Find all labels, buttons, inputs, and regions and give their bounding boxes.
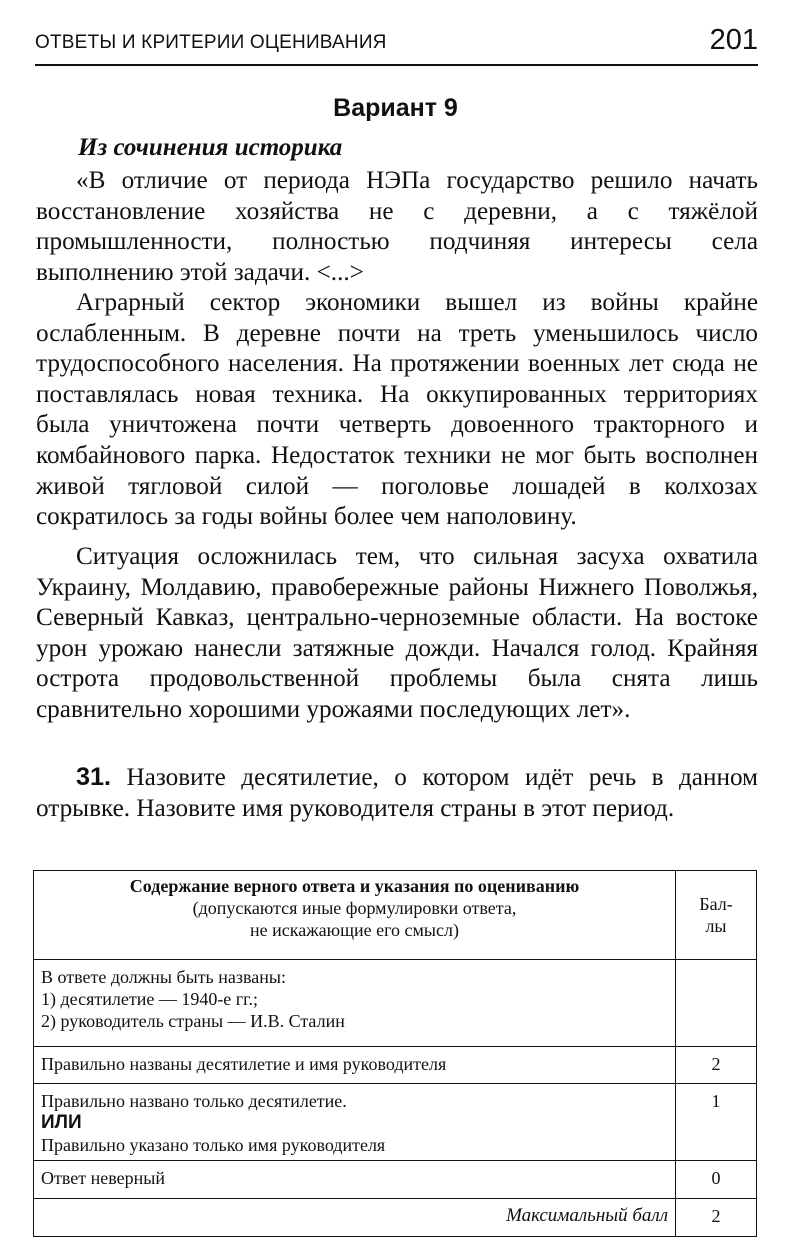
answer-content	[34, 960, 676, 1047]
passage-paragraph-3	[36, 542, 758, 726]
table-row	[34, 960, 757, 1047]
passage-text: Ситуация осложнилась тем, что сильная засуха охватила Украину, Молдавию, правобережные районы Нижнего Поволжья, Северный Кавказ, центрально-черноземные области. На востоке урон урожаю нанесли затяжные дожди. Начался голод. Крайняя острота продовольственной проблемы была снята лишь сравнительно хорошими урожаями последующих лет».	[36, 543, 758, 723]
content-header-note-2: не искажающие его смысл)	[250, 920, 459, 940]
criterion-partial-2: Правильно указано только имя руководителя	[41, 1135, 386, 1155]
table-row	[34, 1161, 757, 1199]
answer-intro: В ответе должны быть названы:	[41, 967, 286, 987]
points-header-line-1: Бал-	[699, 894, 733, 914]
points-header-line-2: лы	[705, 916, 727, 936]
answer-item-2: 2) руководитель страны — И.В. Сталин	[41, 1011, 345, 1031]
criteria-table	[33, 870, 757, 1237]
criterion-partial	[34, 1084, 676, 1161]
page-number: 201	[709, 24, 758, 56]
running-head	[35, 22, 758, 66]
section-title: ОТВЕТЫ И КРИТЕРИИ ОЦЕНИВАНИЯ	[35, 32, 387, 53]
criterion-wrong: Ответ неверный	[34, 1161, 676, 1199]
table-header-row	[34, 871, 757, 960]
content-header-title: Содержание верного ответа и указания по оцениванию	[129, 876, 580, 896]
table-row	[34, 1199, 757, 1237]
criterion-full: Правильно названы десятилетие и имя руководителя	[34, 1047, 676, 1084]
question-text: Назовите десятилетие, о котором идёт речь в данном отрывке. Назовите имя руководителя страны в этот период.	[36, 764, 758, 822]
max-score-value: 2	[676, 1199, 757, 1237]
points-value: 0	[676, 1161, 757, 1199]
max-score-label: Максимальный балл	[34, 1199, 676, 1237]
table-row	[34, 1084, 757, 1161]
passage-paragraph-1	[36, 166, 758, 288]
empty-points-cell	[676, 960, 757, 1047]
passage-text: «В отличие от периода НЭПа государство решило начать восстановление хозяйства не с деревни, а с тяжёлой промышленности, полностью подчиняя интересы села выполнению этой задачи. <...>	[36, 167, 758, 286]
passage-paragraph-2	[36, 288, 758, 533]
points-value: 2	[676, 1047, 757, 1084]
points-header	[676, 871, 757, 960]
table-row	[34, 1047, 757, 1084]
variant-title: Вариант 9	[333, 94, 458, 122]
question-31	[36, 762, 758, 824]
content-header-note-1: (допускаются иные формулировки ответа,	[192, 898, 517, 918]
answer-item-1: 1) десятилетие — 1940-е гг.;	[41, 989, 259, 1009]
criterion-partial-1: Правильно названо только десятилетие.	[41, 1091, 347, 1111]
passage-text: Аграрный сектор экономики вышел из войны крайне ослабленным. В деревне почти на треть уменьшилось число трудоспособного населения. На протяжении военных лет сюда не поставлялась новая техника. На оккупированных территориях была уничтожена почти четверть довоенного тракторного и комбайнового парка. Недостаток техники не мог быть восполнен живой тягловой силой — поголовье лошадей в колхозах сократилось за годы войны более чем наполовину.	[36, 289, 758, 531]
question-number: 31.	[76, 763, 112, 791]
points-value: 1	[676, 1084, 757, 1161]
content-header	[34, 871, 676, 960]
source-title: Из сочинения историка	[78, 134, 343, 161]
criterion-or: ИЛИ	[41, 1112, 82, 1133]
